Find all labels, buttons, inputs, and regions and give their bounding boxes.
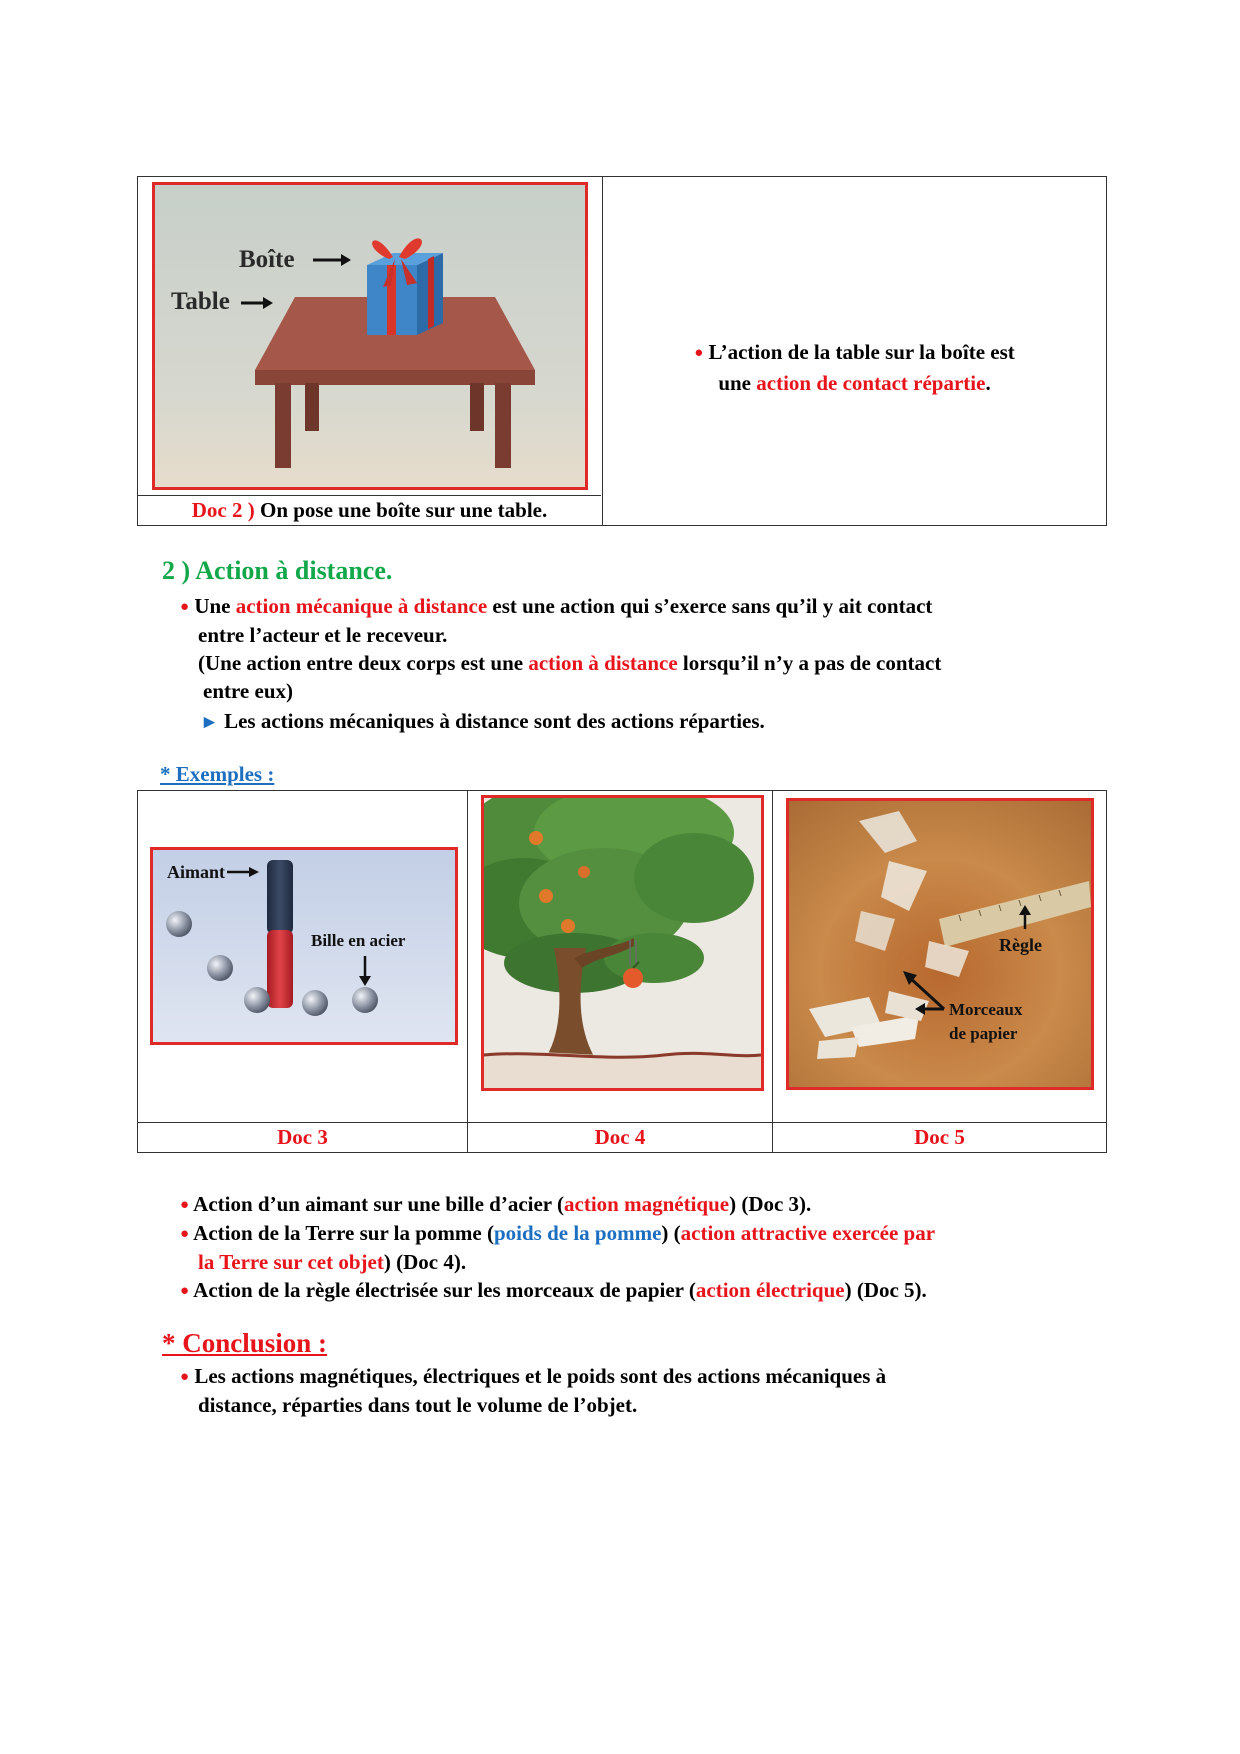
- example-2-end: ) (Doc 4).: [383, 1250, 467, 1274]
- examples-table: [137, 790, 1107, 1153]
- definition-post: est une action qui s’exerce sans qu’il y ait contact: [492, 594, 933, 618]
- paren-highlight: action à distance: [528, 651, 678, 675]
- bullet-icon: ●: [180, 1283, 190, 1299]
- examples-caption-row: [138, 1122, 1106, 1152]
- doc2-statement-cell: [603, 177, 1106, 525]
- examples-title: * Exemples :: [160, 762, 275, 786]
- doc2-image: [152, 182, 588, 490]
- doc2-statement-line1: L’action de la table sur la boîte est: [708, 340, 1015, 364]
- example-2-text: Action de la Terre sur la pomme (: [193, 1221, 494, 1245]
- doc5-cell: [773, 791, 1106, 1122]
- conclusion-paragraph: [180, 1362, 1110, 1419]
- doc2-caption: [138, 495, 601, 525]
- definition-pre: Une: [194, 594, 231, 618]
- bullet-icon: ●: [180, 1226, 190, 1242]
- doc3-cell: [138, 791, 468, 1122]
- doc5-caption: Doc 5: [914, 1125, 965, 1149]
- example-3-text: Action de la règle électrisée sur les morceaux de papier (: [193, 1278, 696, 1302]
- paren-pre: (Une action entre deux corps est une: [198, 651, 524, 675]
- label-morceaux: Morceaux: [949, 1000, 1023, 1019]
- doc2-statement: [603, 337, 1106, 398]
- example-item-3: [180, 1276, 1110, 1305]
- bullet-icon: ●: [180, 599, 190, 615]
- bullet-icon: ●: [694, 345, 704, 361]
- conclusion-title: * Conclusion :: [162, 1328, 328, 1358]
- label-boite: Boîte: [239, 246, 295, 273]
- definition-paragraph: [180, 592, 1110, 649]
- definition-highlight: action mécanique à distance: [235, 594, 488, 618]
- example-item-2: [180, 1219, 1120, 1276]
- doc2-statement-suffix: .: [985, 371, 991, 395]
- example-1-end: ) (Doc 3).: [729, 1192, 812, 1216]
- example-2-highlight-red: action attractive exercée par: [680, 1221, 936, 1245]
- bullet-icon: ●: [180, 1369, 190, 1385]
- label-regle: Règle: [999, 935, 1042, 955]
- arrow-note: [200, 707, 1120, 737]
- doc2-caption-text: On pose une boîte sur une table.: [259, 498, 548, 522]
- paren-post: lorsqu’il n’y a pas de contact: [682, 651, 942, 675]
- ruler-paper-illustration: [789, 801, 1091, 1087]
- paren-line2: entre eux): [203, 679, 293, 703]
- example-1-text: Action d’un aimant sur une bille d’acier (: [193, 1192, 564, 1216]
- example-2-mid: ) (: [661, 1221, 681, 1245]
- example-2-highlight-red-2: la Terre sur cet objet: [198, 1250, 384, 1274]
- definition-line2: entre l’acteur et le receveur.: [198, 623, 448, 647]
- example-3-end: ) (Doc 5).: [844, 1278, 927, 1302]
- magnet-balls-illustration: [153, 850, 455, 1042]
- table-box-illustration: [155, 185, 585, 487]
- doc2-table: [137, 176, 1107, 526]
- doc5-image: [786, 798, 1094, 1090]
- bullet-icon: ●: [180, 1197, 190, 1213]
- doc3-caption: Doc 3: [138, 1123, 468, 1153]
- label-bille: Bille en acier: [311, 931, 406, 950]
- paren-paragraph: [198, 649, 1118, 705]
- doc4-image: [481, 795, 764, 1091]
- doc2-caption-ref: Doc 2 ): [191, 498, 255, 522]
- example-2-highlight-blue: poids de la pomme: [493, 1221, 662, 1245]
- label-table: Table: [171, 288, 230, 315]
- doc3-image: [150, 847, 458, 1045]
- doc2-image-cell: [138, 177, 603, 525]
- conclusion-line2: distance, réparties dans tout le volume de l’objet.: [198, 1393, 638, 1417]
- example-1-highlight: action magnétique: [564, 1192, 730, 1216]
- triangle-arrow-icon: ►: [200, 712, 219, 733]
- section-title: 2 ) Action à distance.: [162, 556, 393, 585]
- conclusion-line1: Les actions magnétiques, électriques et le poids sont des actions mécaniques à: [194, 1364, 887, 1388]
- label-aimant: Aimant: [167, 862, 225, 882]
- doc4-cell: [468, 791, 773, 1122]
- doc2-statement-prefix: une: [718, 371, 751, 395]
- doc4-caption: Doc 4: [468, 1123, 773, 1153]
- example-3-highlight: action électrique: [695, 1278, 845, 1302]
- apple-tree-illustration: [484, 798, 761, 1088]
- arrow-note-text: Les actions mécaniques à distance sont des actions réparties.: [224, 709, 765, 733]
- example-item-1: [180, 1190, 1110, 1219]
- doc2-statement-highlight: action de contact répartie: [756, 371, 986, 395]
- label-de-papier: de papier: [949, 1024, 1018, 1043]
